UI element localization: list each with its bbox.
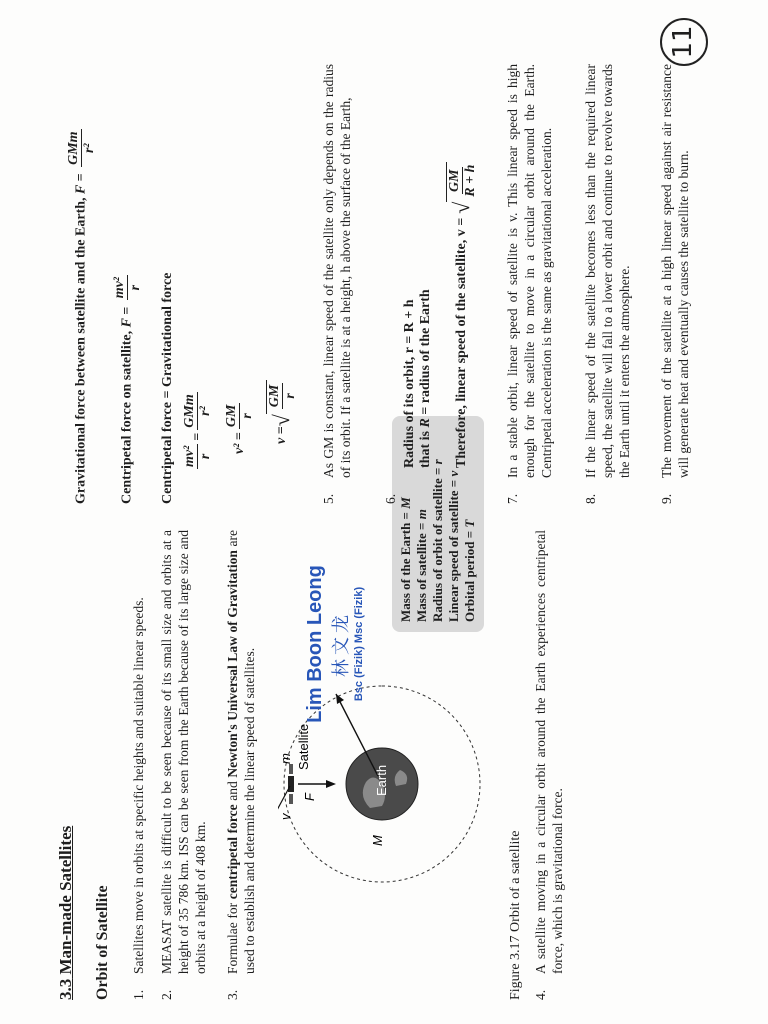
stamp-name: Lim Boon Leong [304, 565, 326, 723]
figure-caption: Figure 3.17 Orbit of a satellite [508, 830, 523, 1000]
definition-speed: Linear speed of satellite = v [446, 470, 461, 622]
equation-step-2: v² = GM r [224, 404, 255, 454]
definition-mass-satellite: Mass of satellite = m [414, 509, 429, 622]
velocity-arrow [278, 786, 290, 812]
force-label: F [302, 793, 317, 801]
stamp-qualification: Bsc (Fizik) Msc (Fizik) [353, 586, 365, 702]
list-item-6: 6. [383, 493, 398, 504]
definition-radius: Radius of orbit of satellite = r [430, 459, 445, 622]
satellite-mass-label: m [278, 753, 293, 764]
list-item-5: 5. As GM is constant, linear speed of the satellite only depends on the radius of its orbit. If a satellite is at a height, h above the surface of the Earth, [321, 64, 353, 504]
final-speed-formula: Therefore, linear speed of the satellite, v = √ GM R + h [446, 162, 478, 468]
equate-forces: Centripetal force = Gravitational force [160, 272, 175, 504]
list-item-3: 3. Formulae for centripetal force and Newton's Universal Law of Gravitation are used to establish and determine the linear speed of satellites. [225, 530, 257, 1000]
satellite-panel-left [289, 794, 293, 804]
earth-mass-label: M [370, 835, 385, 846]
satellite-label: Satellite [296, 723, 311, 770]
satellite-panel-right [289, 764, 293, 774]
equation-step-3: v = √ GM r [266, 380, 298, 444]
definition-mass-earth: Mass of the Earth = M [398, 497, 413, 622]
gravitational-force-formula: Gravitational force between satellite and the Earth, F = GMm r² [66, 131, 97, 504]
section-heading: 3.3 Man-made Satellites [56, 825, 75, 1000]
force-arrowhead [326, 780, 336, 788]
page-number: 11 [660, 18, 708, 66]
list-item-8: 8. If the linear speed of the satellite becomes less than the required linear speed, the satellite will fall to a lower orbit and continue to revolve towards the Earth until it enters the atmosphere. [583, 64, 632, 504]
satellite-body [288, 776, 294, 792]
definition-period: Orbital period = T [462, 519, 477, 622]
velocity-label: v [278, 813, 293, 820]
author-stamp [304, 564, 365, 724]
list-item-4: 4. A satellite moving in a circular orbit around the Earth experiences centripetal force, which is gravitational force. [533, 530, 565, 1000]
list-item-1: 1. Satellites move in orbits at specific heights and suitable linear speeds. [131, 597, 146, 1000]
centripetal-force-formula: Centripetal force on satellite, F = mv² r [112, 276, 143, 504]
list-item-9: 9. The movement of the satellite at a high linear speed against air resistance will generate heat and eventually causes the satellite to burn. [659, 64, 691, 504]
earth-label: Earth [374, 764, 389, 796]
equation-step-1: mv² r = GMm r² [182, 394, 213, 467]
subheading: Orbit of Satellite [94, 885, 111, 1000]
list-item-2: 2. MEASAT satellite is difficult to be seen because of its small size and orbits at a height of 35 786 km. ISS can be seen from the Earth because of its large size and orbits at a height of 408 km. [159, 530, 208, 1000]
list-item-7: 7. In a stable orbit, linear speed of satellite is v. This linear speed is high enough for the satellite to move in a circular orbit around the Earth. Centripetal acceleration is the same as gravitational acceleration. [505, 64, 554, 504]
radius-formula: Radius of its orbit, r = R + h that is R = radius of the Earth [402, 289, 433, 468]
stamp-chinese-name: 林文龙 [331, 611, 351, 677]
